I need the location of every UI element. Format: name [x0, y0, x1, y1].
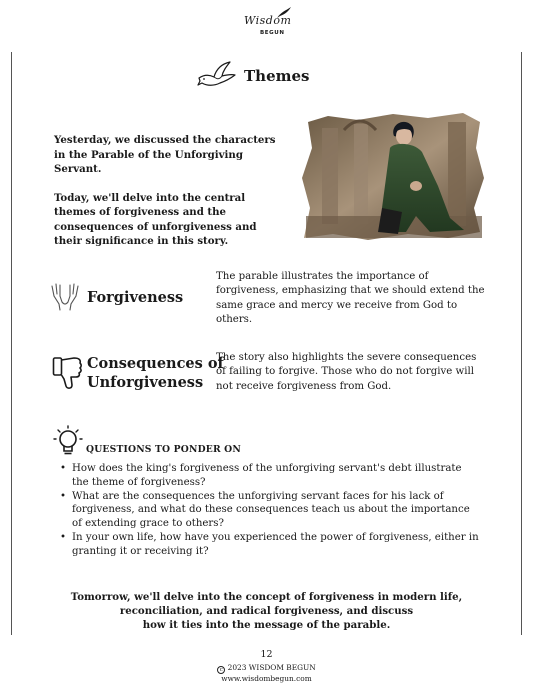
consequences-title [87, 354, 224, 392]
thumbs-down-icon [52, 355, 84, 391]
right-margin-rule [521, 52, 522, 635]
page-number: 12 [260, 649, 273, 660]
left-margin-rule [11, 52, 12, 635]
logo-word-text: BEGUN [260, 30, 285, 36]
servant-illustration [298, 108, 486, 244]
question-item: • How does the king's forgiveness of the unforgiving servant's debt illustrate the theme of forgiveness? [60, 462, 480, 490]
closing-line-3: how it ties into the message of the parable. [142, 619, 391, 631]
consequences-title-line-1: Consequences of [87, 355, 224, 372]
copyright-icon: c [217, 666, 225, 674]
forgiveness-description: The parable illustrates the importance of forgiveness, emphasizing that we should extend the same grace and mercy we receive from God to others. [216, 271, 485, 325]
page-title: Themes [244, 67, 310, 85]
themes-heading [196, 56, 309, 96]
lightbulb-icon [52, 423, 84, 457]
logo-script-text: Wisdom [244, 14, 292, 27]
question-item: • In your own life, how have you experienced the power of forgiveness, either in granting it or receiving it? [60, 531, 480, 559]
closing-line-1: Tomorrow, we'll delve into the concept of forgiveness in modern life, [70, 591, 463, 603]
bird-icon [276, 6, 292, 20]
questions-title: QUESTIONS TO PONDER ON [86, 444, 241, 455]
copyright-text: 2023 WISDOM BEGUN [227, 663, 316, 672]
question-item: • What are the consequences the unforgiving servant faces for his lack of forgiveness, and what do these consequences teach us about the importance of extending grace to others? [60, 490, 480, 531]
website-link[interactable]: www.wisdombegun.com [221, 674, 312, 683]
consequences-description: The story also highlights the severe consequences of failing to forgive. Those who do not forgive will not receive forgiveness from God. [216, 352, 477, 392]
dove-icon [196, 58, 238, 94]
closing-text [60, 590, 473, 632]
intro-paragraph-1: Yesterday, we discussed the characters in the Parable of the Unforgiving Servant. [54, 134, 276, 175]
intro-text [54, 133, 284, 249]
wisdom-begun-logo [238, 6, 298, 40]
forgiveness-title: Forgiveness [87, 289, 184, 306]
consequences-title-line-2: Unforgiveness [87, 374, 204, 391]
footer-copyright [0, 663, 533, 683]
questions-list [60, 462, 480, 559]
closing-line-2: reconciliation, and radical forgiveness, and discuss [119, 605, 414, 617]
open-hands-icon [48, 280, 82, 312]
intro-paragraph-2: Today, we'll delve into the central themes of forgiveness and the consequences of unforgiveness and their significance in this story. [54, 191, 257, 247]
